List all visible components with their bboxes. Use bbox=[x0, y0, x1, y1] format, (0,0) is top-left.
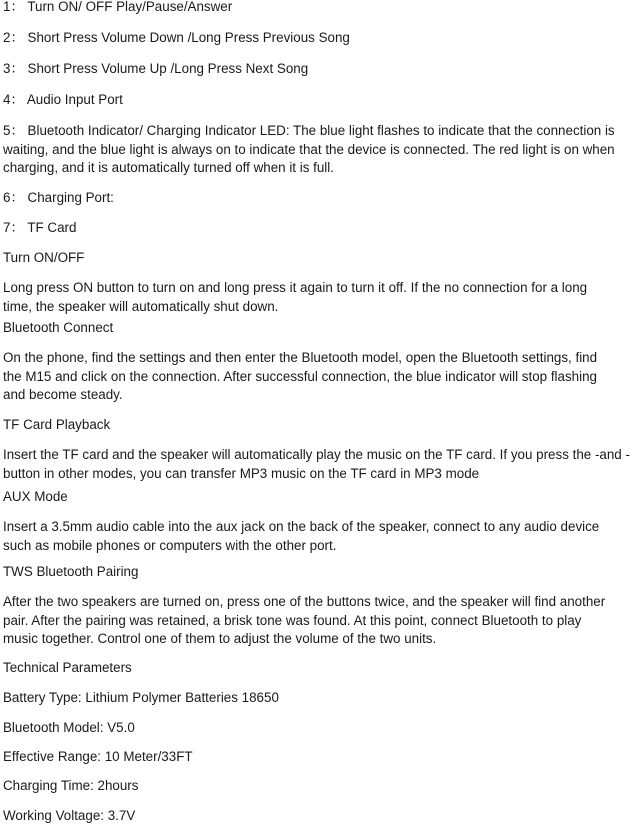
turn-on-off-body bbox=[3, 279, 637, 316]
bluetooth-connect-heading: Bluetooth Connect bbox=[3, 320, 114, 335]
body-line: Insert a 3.5mm audio cable into the aux jack on the back of the speaker, connect to any audio device bbox=[3, 519, 600, 534]
body-line: pair. After the pairing was retained, a brisk tone was found. At this point, connect Bluetooth to play bbox=[3, 612, 582, 628]
body-line: button in other modes, you can transfer MP3 music on the TF card in MP3 mode bbox=[3, 465, 480, 481]
body-line: Long press ON button to turn on and long press it again to turn it off. If the no connection for a long bbox=[3, 280, 588, 295]
body-line: time, the speaker will automatically shut down. bbox=[3, 298, 279, 314]
technical-parameters-heading: Technical Parameters bbox=[3, 660, 132, 675]
body-line: such as mobile phones or computers with the other port. bbox=[3, 537, 337, 553]
body-line: On the phone, find the settings and then enter the Bluetooth model, open the Bluetooth settings, find bbox=[3, 350, 598, 365]
item-5-line: charging, and it is automatically turned off when it is full. bbox=[3, 160, 334, 176]
bluetooth-connect-body bbox=[3, 349, 637, 405]
item-6-charging-port: 6： Charging Port: bbox=[3, 190, 114, 205]
item-3-volume-up: 3： Short Press Volume Up /Long Press Next Song bbox=[3, 61, 309, 76]
item-5-indicator-led bbox=[3, 122, 637, 178]
aux-mode-body bbox=[3, 518, 637, 555]
spec-working-voltage: Working Voltage: 3.7V bbox=[3, 808, 136, 823]
tf-card-playback-body bbox=[3, 446, 637, 483]
body-line: Insert the TF card and the speaker will automatically play the music on the TF card. If you press the -and - bbox=[3, 447, 630, 462]
item-5-line: waiting, and the blue light is always on to indicate that the device is connected. The red light is on when bbox=[3, 141, 615, 157]
tws-pairing-heading: TWS Bluetooth Pairing bbox=[3, 564, 139, 579]
item-4-audio-input: 4： Audio Input Port bbox=[3, 92, 123, 107]
tws-pairing-body bbox=[3, 593, 637, 649]
item-5-line: 5： Bluetooth Indicator/ Charging Indicator LED: The blue light flashes to indicate that the connection is bbox=[3, 123, 615, 138]
spec-effective-range: Effective Range: 10 Meter/33FT bbox=[3, 749, 193, 764]
item-1-power-button: 1： Turn ON/ OFF Play/Pause/Answer bbox=[3, 0, 233, 14]
spec-charging-time: Charging Time: 2hours bbox=[3, 778, 139, 793]
body-line: and become steady. bbox=[3, 387, 123, 403]
turn-on-off-heading: Turn ON/OFF bbox=[3, 250, 85, 265]
body-line: the M15 and click on the connection. After successful connection, the blue indicator will stop flashing bbox=[3, 368, 597, 384]
tf-card-playback-heading: TF Card Playback bbox=[3, 417, 111, 432]
item-2-volume-down: 2： Short Press Volume Down /Long Press Previous Song bbox=[3, 30, 350, 45]
spec-bluetooth-model: Bluetooth Model: V5.0 bbox=[3, 720, 135, 735]
spec-battery-type: Battery Type: Lithium Polymer Batteries 18650 bbox=[3, 690, 279, 705]
body-line: music together. Control one of them to adjust the volume of the two units. bbox=[3, 631, 437, 647]
aux-mode-heading: AUX Mode bbox=[3, 489, 68, 504]
body-line: After the two speakers are turned on, press one of the buttons twice, and the speaker will find another bbox=[3, 594, 606, 609]
item-7-tf-card: 7： TF Card bbox=[3, 220, 77, 235]
